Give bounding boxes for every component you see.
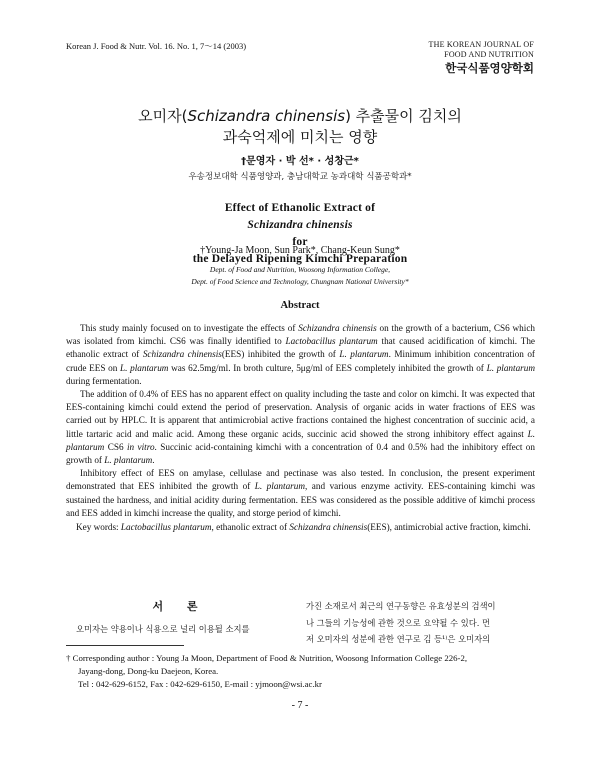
- english-affiliation: [0, 264, 600, 288]
- journal-reference: Korean J. Food & Nutr. Vol. 16. No. 1, 7～14 (2003): [66, 41, 247, 51]
- body-text-right-line3: 저 오미자의 성분에 관한 연구로 김 등¹⁾은 오미자의: [306, 634, 491, 644]
- body-text-right-line1: 가진 소재로서 최근의 연구동향은 유효성분의 검색이: [306, 601, 496, 611]
- body-text-left: 오미자는 약용이나 식용으로 널리 이용될 소지를: [76, 624, 250, 634]
- english-title-line2: the Delayed Ripening Kimchi Preparation: [192, 253, 408, 265]
- english-title-line1: [0, 200, 600, 251]
- footnote-line3: Tel : 042-629-6152, Fax : 042-629-6150, E-mail : yjmoon@wsi.ac.kr: [78, 679, 322, 689]
- english-title-species: Schizandra chinensis: [247, 219, 353, 231]
- italic-term: L. plantarum: [486, 362, 535, 373]
- italic-term: L. plantarum: [66, 428, 535, 452]
- society-logo: [429, 40, 534, 76]
- body-column-left: [66, 598, 294, 635]
- italic-term: Lactobacillus plantarum: [285, 336, 378, 347]
- corresponding-author-footnote: [66, 652, 536, 691]
- korean-title-line1: [0, 106, 600, 127]
- italic-term: L. plantarum: [120, 362, 169, 373]
- footnote-divider: [66, 645, 184, 646]
- korean-title-pre: 오미자(: [138, 107, 188, 125]
- italic-term: Schizandra chinensis: [298, 323, 377, 333]
- italic-term: Lactobacillus plantarum: [120, 522, 212, 533]
- english-affiliation-line1: Dept. of Food and Nutrition, Woosong Information College,: [209, 265, 391, 274]
- italic-term: in vitro: [126, 441, 155, 452]
- italic-term: L. plantarum: [339, 349, 389, 360]
- society-name-kr: 한국식품영양학회: [445, 61, 534, 75]
- italic-term: Schizandra chinensis: [142, 349, 222, 360]
- footnote-line1: † Corresponding author : Young Ja Moon, Department of Food & Nutrition, Woosong Information College 226-2,: [66, 653, 468, 663]
- abstract-paragraph-1: This study mainly focused on to investigate the effects of Schizandra chinensis on the growth of a bacterium, CS6 which was isolated from kimchi. CS6 was finally identified to Lactobacillus plantarum that caused acidification of kimchi. The ethanolic extract of Schizandra chinensis(EES) inhibited the growth of L. plantarum. Minimum inhibition concentration of crude EES on L. plantarum was 62.5mg/ml. In broth culture, 5μg/ml of EES completely inhibited the growth of L. plantarum during fermentation.: [66, 323, 536, 386]
- korean-authors: †문영자 · 박 선* · 성창근*: [241, 156, 359, 167]
- korean-affiliation: 우송정보대학 식품영양과, 충남대학교 농과대학 식품공학과*: [188, 172, 412, 182]
- body-column-right: [306, 598, 534, 648]
- footnote-line2: Jayang-dong, Dong-ku Daejeon, Korea.: [78, 666, 219, 676]
- english-title: [0, 200, 600, 268]
- korean-title-line2: 과숙억제에 미치는 영향: [222, 128, 378, 146]
- english-title-post: for: [292, 236, 308, 248]
- korean-title: [0, 106, 600, 148]
- abstract-body: [66, 322, 535, 534]
- body-text-right-line2: 나 그들의 기능성에 관한 것으로 요약될 수 있다. 먼: [306, 617, 491, 628]
- society-name-en-line1: THE KOREAN JOURNAL OF: [428, 40, 534, 49]
- english-affiliation-line2: Dept. of Food Science and Technology, Chungnam National University*: [191, 277, 409, 286]
- page-number: - 7 -: [291, 700, 309, 711]
- abstract-paragraph-2: The addition of 0.4% of EES has no apparent effect on quality including the taste and color on kimchi. It was expected that EES-containing kimchi could extend the period of preservation. Analysis of organic acids in water fractions of EES was carried out by HPLC. It is apparent that antimicrobial active fractions contained the highest concentration of succinic acid, a little tartaric acid and malic acid. Among these organic acids, succinic acid showed the strong inhibitory effect against L. plantarum CS6 in vitro. Succinic acid-containing kimchi with a concentration of 0.4 and 0.5% had the inhibitory effect on growth of L. plantarum.: [66, 389, 535, 466]
- italic-term: L. plantarum: [104, 455, 153, 466]
- abstract-paragraph-3: Inhibitory effect of EES on amylase, cellulase and pectinase was also tested. In conclusion, the present experiment demonstrated that EES inhibited the growth of L. plantarum, and various enzyme activity. EES-containing kimchi was sustained the hardness, and initial acidity during fermentation. EES was considered as the possible additive of kimchi process and EES added in kimchi increase the quality, and storge period of kimchi.: [66, 468, 535, 518]
- italic-term: Schizandra chinensis: [289, 522, 368, 533]
- keywords: Key words: Lactobacillus plantarum, ethanolic extract of Schizandra chinensis(EES), antimicrobial active fraction, kimchi.: [76, 522, 531, 533]
- italic-term: L. plantarum: [254, 481, 305, 492]
- english-authors: †Young-Ja Moon, Sun Park*, Chang-Keun Sung*: [200, 245, 400, 256]
- english-title-pre: Effect of Ethanolic Extract of: [224, 202, 376, 214]
- korean-title-species: Schizandra chinensis: [187, 107, 346, 125]
- section-heading-introduction: 서 론: [152, 600, 208, 613]
- abstract-heading: Abstract: [280, 300, 320, 311]
- korean-title-post: ) 추출물이 김치의: [345, 107, 462, 125]
- society-name-en-line2: FOOD AND NUTRITION: [444, 50, 534, 59]
